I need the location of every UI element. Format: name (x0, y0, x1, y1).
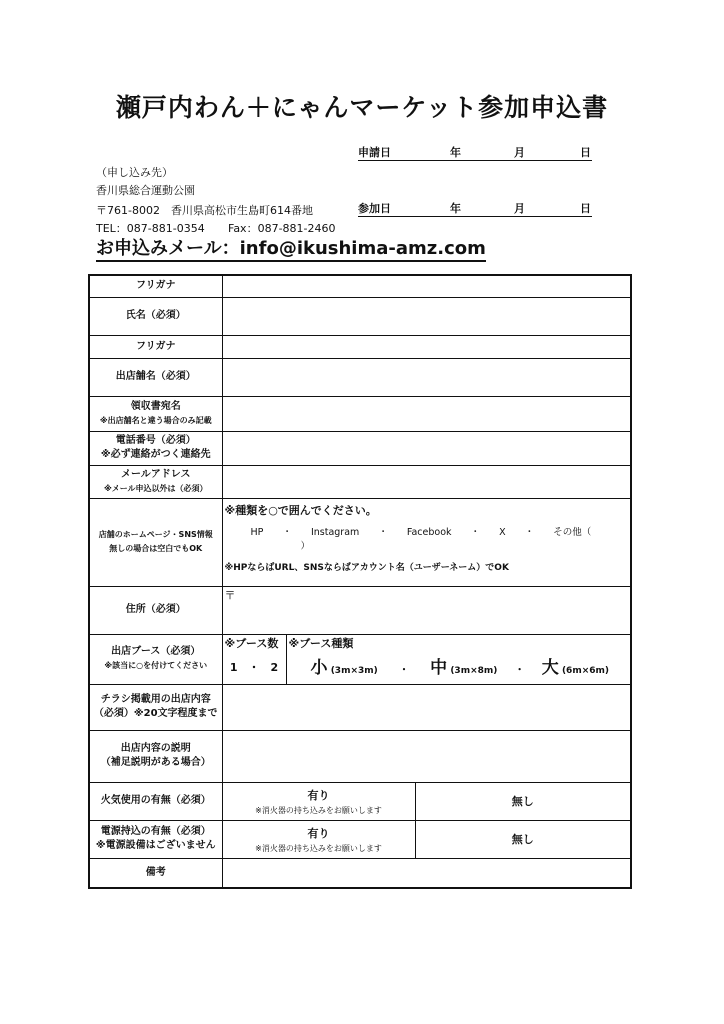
homepage-instruction: ※種類を○で囲んでください。 (224, 503, 377, 517)
booth-row (89, 634, 631, 684)
address-label: 住所（必須） (89, 586, 222, 634)
option-other[interactable]: その他（ (553, 526, 592, 538)
flyer-input[interactable] (222, 684, 631, 730)
homepage-note: ※HPならばURL、SNSならばアカウント名（ユーザーネーム）でOK (224, 562, 509, 573)
furigana-label-2: フリガナ (89, 335, 222, 358)
application-day-label: 日 (580, 146, 591, 159)
participation-year-label: 年 (450, 202, 461, 215)
participation-month-label: 月 (514, 202, 525, 215)
furigana-label-1: フリガナ (89, 275, 222, 297)
shop-name-input[interactable] (222, 358, 631, 396)
destination-heading: （申し込み先） (96, 166, 173, 179)
homepage-label-cell (89, 498, 222, 586)
destination-org: 香川県総合運動公園 (96, 184, 195, 197)
fire-yes-note: ※消火器の持ち込みをお願いします (255, 805, 382, 815)
power-yes-cell[interactable] (222, 820, 415, 858)
phone-label-cell (89, 431, 222, 465)
power-yes-note: ※消火器の持ち込みをお願いします (255, 843, 382, 853)
furigana-row-2 (89, 335, 631, 358)
homepage-options (223, 518, 631, 552)
phone-note: ※必ず連絡がつく連絡先 (100, 449, 211, 460)
homepage-input[interactable] (222, 498, 631, 586)
email-label-cell (89, 465, 222, 498)
booth-small[interactable]: 小 (310, 657, 328, 678)
receipt-note: ※出店舗名と違う場合のみ記載 (99, 415, 212, 425)
receipt-row (89, 396, 631, 431)
option-facebook[interactable]: Facebook (406, 526, 452, 538)
option-sep: ・ (470, 526, 481, 538)
flyer-label: チラシ掲載用の出店内容 (100, 694, 211, 705)
email-label: メールアドレス (121, 468, 191, 480)
participation-date-label: 参加日 (358, 202, 391, 215)
destination-fax: Fax：087-881-2460 (228, 222, 336, 235)
furigana-input-1[interactable] (222, 275, 631, 297)
power-no[interactable]: 無し (415, 820, 631, 858)
application-year-label: 年 (450, 146, 461, 159)
booth-type-cell[interactable] (286, 634, 631, 684)
power-label: 電源持込の有無（必須） (100, 826, 211, 837)
remarks-input[interactable] (222, 858, 631, 888)
furigana-input-2[interactable] (222, 335, 631, 358)
page-title: 瀬戸内わん＋にゃんマーケット参加申込書 (115, 93, 609, 122)
description-label: 出店内容の説明 (120, 743, 191, 754)
booth-medium[interactable]: 中 (430, 657, 448, 678)
booth-sep: ・ (398, 664, 409, 676)
receipt-input[interactable] (222, 396, 631, 431)
name-row (89, 297, 631, 335)
fire-yes-cell[interactable] (222, 782, 415, 820)
fire-no[interactable]: 無し (415, 782, 631, 820)
application-month-label: 月 (514, 146, 525, 159)
email-note: ※メール申込以外は（必須） (103, 483, 208, 493)
booth-count-options[interactable]: 1 ・ 2 (229, 660, 279, 674)
homepage-label-note: 無しの場合は空白でもOK (109, 544, 203, 553)
booth-small-size: (3m×3m) (330, 665, 378, 676)
participation-day-label: 日 (580, 202, 591, 215)
postal-mark: 〒 (224, 588, 236, 602)
option-other-close: ） (300, 540, 311, 552)
homepage-row (89, 498, 631, 586)
booth-label: 出店ブース（必須） (111, 646, 201, 657)
power-label-cell (89, 820, 222, 858)
power-row (89, 820, 631, 858)
description-note: （補足説明がある場合） (100, 757, 211, 768)
option-sep: ・ (524, 526, 535, 538)
destination-tel: TEL：087-881-0354 (96, 222, 205, 235)
flyer-row (89, 684, 631, 730)
description-input[interactable] (222, 730, 631, 782)
option-hp[interactable]: HP (250, 526, 264, 538)
phone-row (89, 431, 631, 465)
flyer-note: （必須）※20文字程度まで (93, 708, 218, 719)
option-instagram[interactable]: Instagram (310, 526, 360, 538)
remarks-row (89, 858, 631, 888)
receipt-label-cell (89, 396, 222, 431)
email-input[interactable] (222, 465, 631, 498)
booth-note: ※該当に○を付けてください (104, 661, 208, 670)
power-note: ※電源設備はございません (95, 840, 216, 851)
fire-label: 火気使用の有無（必須） (89, 782, 222, 820)
shop-name-label: 出店舗名（必須） (89, 358, 222, 396)
name-input[interactable] (222, 297, 631, 335)
fire-row (89, 782, 631, 820)
booth-type-head: ※ブース種類 (288, 636, 354, 650)
receipt-label: 領収書宛名 (130, 400, 181, 412)
booth-large-size: (6m×6m) (561, 665, 609, 676)
power-yes[interactable]: 有り (307, 826, 330, 840)
booth-count-head: ※ブース数 (224, 636, 279, 650)
option-sep: ・ (378, 526, 388, 538)
phone-label: 電話番号（必須） (115, 435, 196, 446)
booth-type-options (287, 651, 631, 678)
booth-label-cell (89, 634, 222, 684)
furigana-row-1 (89, 275, 631, 297)
remarks-label: 備考 (89, 858, 222, 888)
fire-yes[interactable]: 有り (307, 788, 330, 802)
option-sep: ・ (282, 526, 292, 538)
option-x[interactable]: X (499, 526, 506, 538)
destination-address: 〒761-8002 香川県高松市生島町614番地 (96, 204, 313, 217)
booth-sep: ・ (514, 664, 525, 676)
application-form (88, 274, 632, 889)
flyer-label-cell (89, 684, 222, 730)
address-row (89, 586, 631, 634)
application-email[interactable]: お申込みメール：info@ikushima-amz.com (96, 238, 486, 262)
participation-date-line[interactable] (358, 201, 592, 217)
homepage-label: 店舗のホームページ・SNS情報 (98, 530, 213, 539)
application-date-line[interactable] (358, 145, 592, 161)
address-input[interactable] (222, 586, 631, 634)
booth-large[interactable]: 大 (541, 657, 559, 678)
name-label: 氏名（必須） (89, 297, 222, 335)
booth-medium-size: (3m×8m) (450, 665, 498, 676)
application-date-label: 申請日 (358, 146, 391, 159)
description-label-cell (89, 730, 222, 782)
email-row (89, 465, 631, 498)
phone-input[interactable] (222, 431, 631, 465)
shop-name-row (89, 358, 631, 396)
description-row (89, 730, 631, 782)
booth-count-cell[interactable] (222, 634, 286, 684)
